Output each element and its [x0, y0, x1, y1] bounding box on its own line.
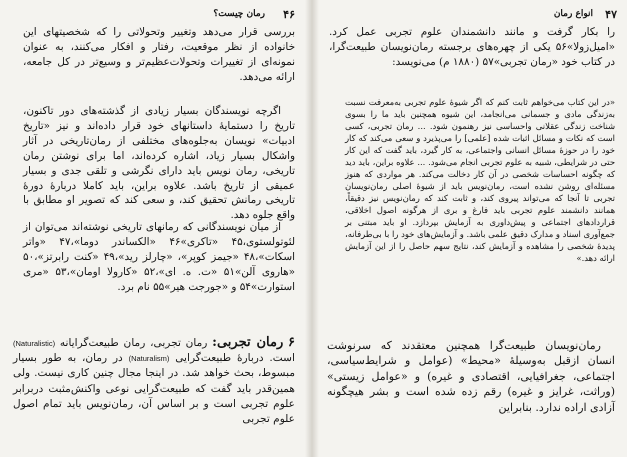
- section-text: رمان تجربی، رمان طبیعت‌گرایانه: [59, 337, 208, 349]
- paragraph: بررسی قرار می‌دهد وتغییر وتحولاتی را که شخصیتهای این خانواده از نظر موقعیت، رفتار و افکار می‌کنند، به عنوان نمونه‌ای از تغییرات وتحولات‌عظیم‌تر و وسیع‌تر در کل جامعه، ارائه می‌دهد.: [23, 26, 295, 83]
- section-text: در رمان، به طور بسیار مبسوط، بحث خواهد شد. در اینجا مجال چنین کاری نیست. ولی همین‌قدر باید گفت که طبیعت‌گرایی نوعی واکنش‌مثبت دربرابر علوم تجربی است و بر اساس آن، رمان‌نویس باید تمام اصول علوم تجربی: [13, 352, 295, 426]
- right-page: [319, 0, 627, 457]
- running-title: انواع رمان: [553, 9, 593, 19]
- paragraph: رمان‌نویسان طبیعت‌گرا همچنین معتقدند که سرنوشت انسان ازقبل به‌وسیلهٔ «محیط» (عوامل و شرایط‌سیاسی، اجتماعی، جغرافیایی، اقتصادی و غیره) و «عوامل زیستی» (وراثت، غرایز و غیره) رقم زده شده است و بشر هیچگونه آزادی اراده ندارد. بنابراین: [327, 339, 615, 414]
- block-quote: «در این کتاب می‌خواهم ثابت کنم که اگر شیوهٔ علوم تجربی به‌معرفت نسبت به‌زندگی مادی و جسمانی می‌انجامد، این شیوه همچنین باید ما را بسوی شناخت زندگی عقلانی واحساسی نیز رهنمون شود. ... رمان تجربی، کسی است که نکات و مسائل اثبات شده [علمی] را می‌پذیرد و سعی می‌کند که کار خود را در حوزهٔ مسائل انسانی واجتماعی، به کار گیرد، باید گفت که این کار حتی در شرایطی، شبیه به علوم تجربی انجام می‌شود. ... علاوه براین، باید دید که چگونه احساسات شخصی در آن کار دخالت می‌کند. هر مواردی که هنوز مسئله‌ای روشن نشده است، رمان‌نویس باید از شیوهٔ اصلی رمان‌نویسان تجربی تا آنجا که می‌تواند پیروی کند، و ثابت کند که رمان‌نویس نیز دقیقاً، همانند دانشمند علوم تجربی باید فارغ و بری از هرگونه اصول اخلاقی، قراردادهای اجتماعی و پیش‌داوری به آزمایش بپردازد. او باید مبتنی بر جمع‌آوری اسناد و مدارک دقیق علمی باشد. و آزمایش‌های خود را با بی‌طرفانه، پدیدهٔ شخصی را مشاهده و آزمایش کند، نتایج سهم حاصل را از این آزمایش ارائه دهد.»: [345, 97, 615, 263]
- left-page: [0, 0, 305, 457]
- section-heading: رمان تجربی:: [212, 335, 284, 350]
- latin-term: (Naturalism): [128, 354, 170, 364]
- right-page-header: [327, 8, 617, 22]
- book-gutter: [305, 0, 319, 457]
- page-number: ۴۷: [605, 8, 617, 21]
- left-page-header: [0, 8, 295, 22]
- paragraph: اگرچه نویسندگان بسیار زیادی از گذشته‌های دور تاکنون، تاریخ را دستمایهٔ داستانهای خود قرار داده‌اند و نیز «تاریخ ادبیات» نویسان به‌جلوه‌های مختلفی از رمان‌تاریخی در آثار واشکال بسیار زیاد، اشاره کرده‌اند، اما برای نوشتن رمان تاریخی، رمان نویس باید دارای نگرشی و تلقی جدی و بسیار عمیقی از تاریخ باشد. علاوه براین، باید کاملا دربارهٔ دورهٔ تاریخی رمانش تحقیق کند، و سعی کند که تصویر او مطابق با واقع جلوه دهد.: [23, 105, 295, 222]
- section-text: است. دربارهٔ طبیعت‌گرایی: [175, 352, 296, 365]
- running-title: رمان چیست؟: [213, 9, 265, 19]
- page-number: ۴۶: [283, 8, 295, 21]
- latin-term: (Naturalistic): [13, 339, 56, 348]
- section-number: ۶: [287, 335, 295, 350]
- paragraph: از میان نویسندگانی که رمانهای تاریخی نوشته‌اند می‌توان از لئو‌تولستوی،۴۵ «تاکری»۴۶ «الکساندر دوما»،۴۷ «واتر اسکات»،۴۸ «جیمز کوپر»، «چارلز رید»،۴۹ «کنت رابرتز»،۵۰ «هاروی آلن»۵۱ «ت. ه. ای»،۵۲ «کارولا اومان»،۵۳ «مری استوارت»۵۴ و «جورجت هیر»۵۵ نام برد.: [23, 221, 296, 293]
- paragraph: را بکار گرفت و مانند دانشمندان علوم تجربی عمل کرد. «امیل‌زولا»۵۶ یکی از چهره‌های برجسته رمان‌نویسان طبیعت‌گرا، در کتاب خود «رمان تجربی»۵۷ (۱۸۸۰ م) می‌نویسد:: [329, 26, 615, 68]
- section-experimental-novel: [13, 335, 295, 427]
